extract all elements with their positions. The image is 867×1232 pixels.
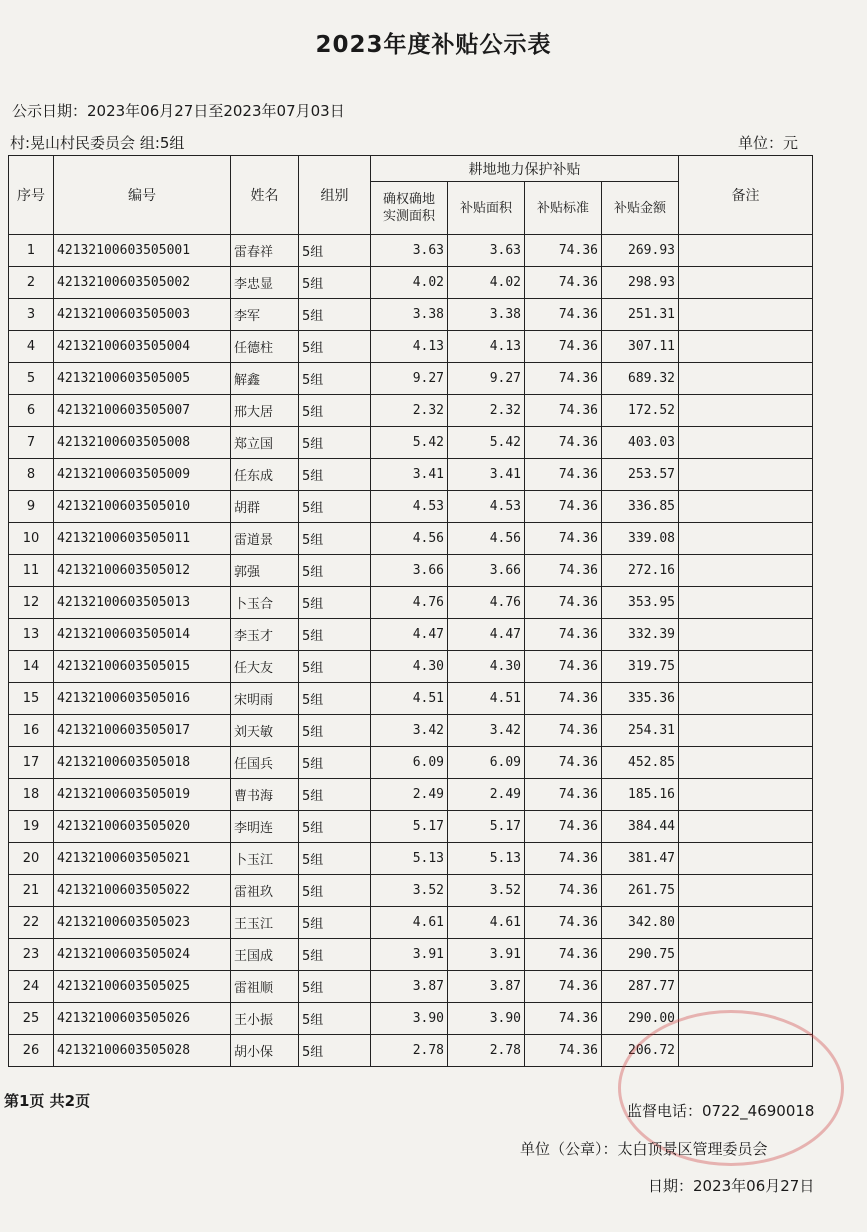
table-row [9, 395, 813, 427]
cell-group: 5组 [299, 267, 371, 299]
cell-group: 5组 [299, 619, 371, 651]
cell-name: 卜玉江 [231, 843, 299, 875]
header-group: 组别 [299, 156, 371, 235]
table-row [9, 843, 813, 875]
cell-subsidy-area: 6.09 [448, 747, 525, 779]
cell-standard: 74.36 [525, 811, 602, 843]
cell-subsidy-area: 3.66 [448, 555, 525, 587]
cell-group: 5组 [299, 907, 371, 939]
cell-remark [679, 907, 813, 939]
cell-standard: 74.36 [525, 459, 602, 491]
cell-seq: 16 [9, 715, 54, 747]
cell-group: 5组 [299, 331, 371, 363]
cell-remark [679, 875, 813, 907]
cell-name: 胡小保 [231, 1035, 299, 1067]
cell-amount: 335.36 [602, 683, 679, 715]
cell-remark [679, 811, 813, 843]
cell-remark [679, 235, 813, 267]
cell-code: 42132100603505016 [54, 683, 231, 715]
cell-group: 5组 [299, 491, 371, 523]
cell-amount: 384.44 [602, 811, 679, 843]
cell-code: 42132100603505012 [54, 555, 231, 587]
cell-amount: 253.57 [602, 459, 679, 491]
cell-name: 雷春祥 [231, 235, 299, 267]
cell-measured-area: 3.38 [371, 299, 448, 331]
cell-name: 胡群 [231, 491, 299, 523]
cell-measured-area: 3.66 [371, 555, 448, 587]
cell-code: 42132100603505002 [54, 267, 231, 299]
cell-remark [679, 491, 813, 523]
cell-measured-area: 3.41 [371, 459, 448, 491]
cell-subsidy-area: 5.17 [448, 811, 525, 843]
cell-amount: 254.31 [602, 715, 679, 747]
cell-amount: 251.31 [602, 299, 679, 331]
cell-measured-area: 3.63 [371, 235, 448, 267]
cell-group: 5组 [299, 459, 371, 491]
header-seq: 序号 [9, 156, 54, 235]
cell-subsidy-area: 3.63 [448, 235, 525, 267]
cell-measured-area: 4.76 [371, 587, 448, 619]
cell-group: 5组 [299, 875, 371, 907]
cell-measured-area: 3.91 [371, 939, 448, 971]
cell-code: 42132100603505023 [54, 907, 231, 939]
cell-measured-area: 3.52 [371, 875, 448, 907]
cell-standard: 74.36 [525, 1003, 602, 1035]
table-row [9, 235, 813, 267]
cell-subsidy-area: 3.90 [448, 1003, 525, 1035]
cell-code: 42132100603505017 [54, 715, 231, 747]
header-amount: 补贴金额 [602, 182, 679, 235]
cell-measured-area: 4.30 [371, 651, 448, 683]
cell-standard: 74.36 [525, 683, 602, 715]
cell-measured-area: 9.27 [371, 363, 448, 395]
table-row [9, 331, 813, 363]
cell-measured-area: 4.53 [371, 491, 448, 523]
cell-group: 5组 [299, 811, 371, 843]
cell-group: 5组 [299, 235, 371, 267]
cell-code: 42132100603505009 [54, 459, 231, 491]
cell-seq: 13 [9, 619, 54, 651]
cell-code: 42132100603505005 [54, 363, 231, 395]
cell-seq: 20 [9, 843, 54, 875]
cell-measured-area: 2.49 [371, 779, 448, 811]
table-row [9, 971, 813, 1003]
cell-seq: 6 [9, 395, 54, 427]
header-remark: 备注 [679, 156, 813, 235]
cell-remark [679, 715, 813, 747]
cell-standard: 74.36 [525, 779, 602, 811]
cell-subsidy-area: 3.41 [448, 459, 525, 491]
cell-remark [679, 267, 813, 299]
cell-amount: 172.52 [602, 395, 679, 427]
cell-seq: 3 [9, 299, 54, 331]
cell-standard: 74.36 [525, 939, 602, 971]
cell-code: 42132100603505003 [54, 299, 231, 331]
cell-standard: 74.36 [525, 395, 602, 427]
cell-standard: 74.36 [525, 331, 602, 363]
cell-name: 曹书海 [231, 779, 299, 811]
cell-group: 5组 [299, 651, 371, 683]
cell-code: 42132100603505024 [54, 939, 231, 971]
cell-subsidy-area: 3.87 [448, 971, 525, 1003]
cell-measured-area: 5.42 [371, 427, 448, 459]
cell-subsidy-area: 3.38 [448, 299, 525, 331]
cell-measured-area: 3.87 [371, 971, 448, 1003]
cell-seq: 2 [9, 267, 54, 299]
page-title: 2023年度补贴公示表 [315, 32, 552, 58]
cell-measured-area: 4.13 [371, 331, 448, 363]
cell-standard: 74.36 [525, 651, 602, 683]
cell-remark [679, 523, 813, 555]
cell-code: 42132100603505014 [54, 619, 231, 651]
cell-name: 雷祖玖 [231, 875, 299, 907]
cell-name: 雷道景 [231, 523, 299, 555]
cell-code: 42132100603505004 [54, 331, 231, 363]
cell-group: 5组 [299, 971, 371, 1003]
cell-amount: 206.72 [602, 1035, 679, 1067]
cell-remark [679, 363, 813, 395]
cell-seq: 10 [9, 523, 54, 555]
cell-standard: 74.36 [525, 715, 602, 747]
cell-name: 王小振 [231, 1003, 299, 1035]
cell-subsidy-area: 9.27 [448, 363, 525, 395]
header-measured-area-line1: 确权确地 [382, 192, 435, 207]
header-name: 姓名 [231, 156, 299, 235]
cell-seq: 23 [9, 939, 54, 971]
cell-standard: 74.36 [525, 875, 602, 907]
cell-seq: 19 [9, 811, 54, 843]
cell-seq: 5 [9, 363, 54, 395]
cell-name: 任东成 [231, 459, 299, 491]
cell-remark [679, 939, 813, 971]
currency-unit: 单位：元 [738, 134, 799, 152]
cell-amount: 298.93 [602, 267, 679, 299]
cell-remark [679, 331, 813, 363]
table-row [9, 587, 813, 619]
cell-amount: 452.85 [602, 747, 679, 779]
cell-code: 42132100603505018 [54, 747, 231, 779]
cell-subsidy-area: 3.42 [448, 715, 525, 747]
cell-amount: 272.16 [602, 555, 679, 587]
cell-group: 5组 [299, 1003, 371, 1035]
cell-group: 5组 [299, 395, 371, 427]
cell-amount: 290.00 [602, 1003, 679, 1035]
cell-standard: 74.36 [525, 907, 602, 939]
table-row [9, 427, 813, 459]
cell-amount: 336.85 [602, 491, 679, 523]
cell-name: 郑立国 [231, 427, 299, 459]
table-row [9, 459, 813, 491]
cell-subsidy-area: 4.61 [448, 907, 525, 939]
table-row [9, 523, 813, 555]
cell-amount: 332.39 [602, 619, 679, 651]
cell-measured-area: 5.13 [371, 843, 448, 875]
cell-seq: 24 [9, 971, 54, 1003]
cell-standard: 74.36 [525, 235, 602, 267]
cell-code: 42132100603505007 [54, 395, 231, 427]
cell-remark [679, 459, 813, 491]
cell-standard: 74.36 [525, 619, 602, 651]
cell-group: 5组 [299, 939, 371, 971]
cell-subsidy-area: 4.76 [448, 587, 525, 619]
cell-code: 42132100603505011 [54, 523, 231, 555]
cell-subsidy-area: 4.13 [448, 331, 525, 363]
cell-standard: 74.36 [525, 299, 602, 331]
cell-name: 王国成 [231, 939, 299, 971]
cell-seq: 25 [9, 1003, 54, 1035]
table-row [9, 267, 813, 299]
cell-standard: 74.36 [525, 971, 602, 1003]
notice-period: 公示日期：2023年06月27日至2023年07月03日 [12, 102, 345, 120]
cell-measured-area: 4.51 [371, 683, 448, 715]
cell-seq: 7 [9, 427, 54, 459]
cell-seq: 26 [9, 1035, 54, 1067]
cell-amount: 287.77 [602, 971, 679, 1003]
page-info: 第1页 共2页 [4, 1092, 91, 1110]
cell-name: 李玉才 [231, 619, 299, 651]
cell-seq: 14 [9, 651, 54, 683]
header-subsidy-area: 补贴面积 [448, 182, 525, 235]
cell-subsidy-area: 4.30 [448, 651, 525, 683]
cell-code: 42132100603505021 [54, 843, 231, 875]
cell-name: 郭强 [231, 555, 299, 587]
cell-amount: 319.75 [602, 651, 679, 683]
cell-group: 5组 [299, 1035, 371, 1067]
cell-amount: 353.95 [602, 587, 679, 619]
cell-subsidy-area: 3.91 [448, 939, 525, 971]
cell-remark [679, 555, 813, 587]
cell-remark [679, 683, 813, 715]
cell-code: 42132100603505010 [54, 491, 231, 523]
table-row [9, 811, 813, 843]
table-row [9, 779, 813, 811]
table-row [9, 299, 813, 331]
cell-code: 42132100603505008 [54, 427, 231, 459]
cell-amount: 403.03 [602, 427, 679, 459]
cell-name: 任德柱 [231, 331, 299, 363]
cell-standard: 74.36 [525, 427, 602, 459]
cell-remark [679, 619, 813, 651]
cell-name: 李明连 [231, 811, 299, 843]
cell-group: 5组 [299, 779, 371, 811]
cell-measured-area: 3.42 [371, 715, 448, 747]
cell-measured-area: 2.78 [371, 1035, 448, 1067]
cell-amount: 381.47 [602, 843, 679, 875]
table-row [9, 363, 813, 395]
cell-name: 卜玉合 [231, 587, 299, 619]
cell-measured-area: 6.09 [371, 747, 448, 779]
cell-remark [679, 779, 813, 811]
cell-standard: 74.36 [525, 843, 602, 875]
cell-amount: 261.75 [602, 875, 679, 907]
cell-seq: 18 [9, 779, 54, 811]
cell-subsidy-area: 4.56 [448, 523, 525, 555]
cell-name: 李忠显 [231, 267, 299, 299]
cell-remark [679, 299, 813, 331]
cell-code: 42132100603505015 [54, 651, 231, 683]
header-code: 编号 [54, 156, 231, 235]
cell-group: 5组 [299, 427, 371, 459]
table-row [9, 651, 813, 683]
cell-remark [679, 395, 813, 427]
cell-group: 5组 [299, 843, 371, 875]
cell-name: 刘天敏 [231, 715, 299, 747]
cell-name: 任大友 [231, 651, 299, 683]
cell-group: 5组 [299, 683, 371, 715]
cell-measured-area: 4.47 [371, 619, 448, 651]
cell-standard: 74.36 [525, 587, 602, 619]
cell-standard: 74.36 [525, 523, 602, 555]
cell-standard: 74.36 [525, 1035, 602, 1067]
cell-subsidy-area: 2.49 [448, 779, 525, 811]
cell-subsidy-area: 2.32 [448, 395, 525, 427]
table-row [9, 875, 813, 907]
table-row [9, 715, 813, 747]
cell-remark [679, 971, 813, 1003]
cell-measured-area: 3.90 [371, 1003, 448, 1035]
table-body [9, 235, 813, 1067]
cell-subsidy-area: 4.51 [448, 683, 525, 715]
cell-amount: 185.16 [602, 779, 679, 811]
cell-measured-area: 4.02 [371, 267, 448, 299]
cell-seq: 8 [9, 459, 54, 491]
cell-subsidy-area: 2.78 [448, 1035, 525, 1067]
cell-measured-area: 2.32 [371, 395, 448, 427]
cell-amount: 689.32 [602, 363, 679, 395]
table-row [9, 747, 813, 779]
cell-name: 宋明雨 [231, 683, 299, 715]
cell-subsidy-area: 5.13 [448, 843, 525, 875]
cell-amount: 339.08 [602, 523, 679, 555]
header-measured-area-line2: 实测面积 [382, 209, 435, 224]
table-row [9, 491, 813, 523]
cell-seq: 21 [9, 875, 54, 907]
cell-subsidy-area: 4.47 [448, 619, 525, 651]
cell-measured-area: 5.17 [371, 811, 448, 843]
cell-standard: 74.36 [525, 555, 602, 587]
cell-seq: 12 [9, 587, 54, 619]
cell-seq: 1 [9, 235, 54, 267]
cell-subsidy-area: 4.53 [448, 491, 525, 523]
cell-amount: 307.11 [602, 331, 679, 363]
cell-group: 5组 [299, 523, 371, 555]
village-group: 村:晃山村民委员会 组:5组 [10, 134, 185, 152]
cell-code: 42132100603505028 [54, 1035, 231, 1067]
cell-subsidy-area: 4.02 [448, 267, 525, 299]
cell-code: 42132100603505001 [54, 235, 231, 267]
cell-name: 王玉江 [231, 907, 299, 939]
cell-name: 雷祖顺 [231, 971, 299, 1003]
cell-name: 任国兵 [231, 747, 299, 779]
header-standard: 补贴标准 [525, 182, 602, 235]
table-row [9, 555, 813, 587]
cell-code: 42132100603505026 [54, 1003, 231, 1035]
cell-amount: 290.75 [602, 939, 679, 971]
cell-seq: 22 [9, 907, 54, 939]
cell-amount: 342.80 [602, 907, 679, 939]
cell-measured-area: 4.56 [371, 523, 448, 555]
cell-subsidy-area: 3.52 [448, 875, 525, 907]
cell-remark [679, 843, 813, 875]
header-measured-area [371, 182, 448, 235]
cell-group: 5组 [299, 555, 371, 587]
issue-date: 日期：2023年06月27日 [648, 1177, 815, 1195]
cell-standard: 74.36 [525, 363, 602, 395]
cell-seq: 9 [9, 491, 54, 523]
issuing-unit: 单位（公章）：太白顶景区管理委员会 [520, 1140, 768, 1158]
cell-remark [679, 747, 813, 779]
cell-group: 5组 [299, 747, 371, 779]
cell-code: 42132100603505013 [54, 587, 231, 619]
cell-remark [679, 427, 813, 459]
supervision-phone: 监督电话：0722_4690018 [627, 1102, 815, 1120]
cell-code: 42132100603505022 [54, 875, 231, 907]
cell-code: 42132100603505025 [54, 971, 231, 1003]
table-row [9, 939, 813, 971]
cell-group: 5组 [299, 299, 371, 331]
cell-group: 5组 [299, 587, 371, 619]
cell-seq: 4 [9, 331, 54, 363]
cell-code: 42132100603505020 [54, 811, 231, 843]
cell-amount: 269.93 [602, 235, 679, 267]
cell-standard: 74.36 [525, 267, 602, 299]
cell-standard: 74.36 [525, 491, 602, 523]
cell-group: 5组 [299, 363, 371, 395]
cell-subsidy-area: 5.42 [448, 427, 525, 459]
cell-remark [679, 651, 813, 683]
cell-group: 5组 [299, 715, 371, 747]
cell-standard: 74.36 [525, 747, 602, 779]
subsidy-table [8, 155, 813, 1067]
cell-name: 邢大居 [231, 395, 299, 427]
cell-name: 李军 [231, 299, 299, 331]
table-row [9, 683, 813, 715]
table-row [9, 907, 813, 939]
cell-seq: 17 [9, 747, 54, 779]
header-subsidy-group: 耕地地力保护补贴 [371, 156, 679, 182]
cell-code: 42132100603505019 [54, 779, 231, 811]
cell-name: 解鑫 [231, 363, 299, 395]
cell-seq: 11 [9, 555, 54, 587]
cell-seq: 15 [9, 683, 54, 715]
table-row [9, 619, 813, 651]
cell-measured-area: 4.61 [371, 907, 448, 939]
cell-remark [679, 587, 813, 619]
